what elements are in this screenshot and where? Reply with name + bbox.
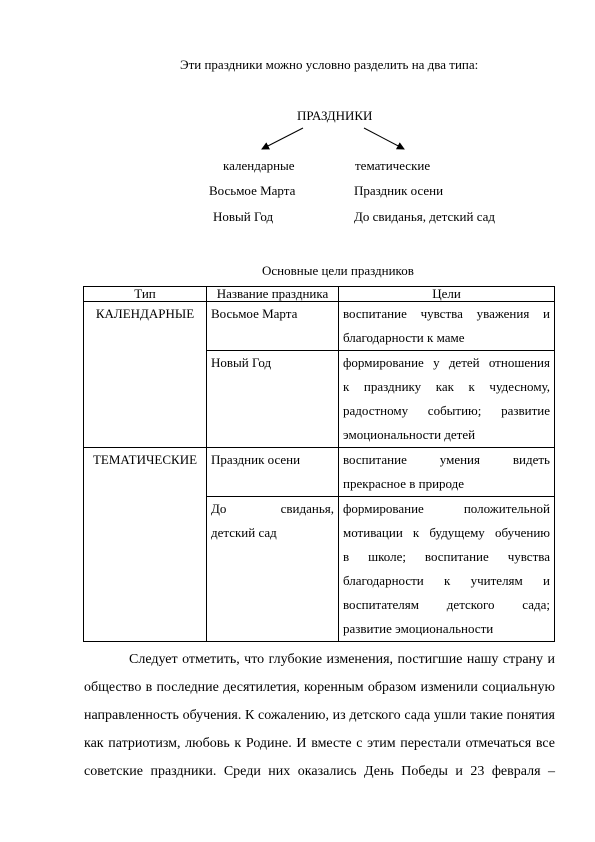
paragraph-line: советские праздники. Среди них оказались День Победы и 23 февраля – (84, 764, 555, 779)
table-row (84, 302, 555, 351)
goal-cell (339, 351, 555, 448)
header-goals: Цели (339, 287, 555, 302)
goal-line: в школе; воспитание чувства (343, 549, 550, 564)
holiday-autumn: Праздник осени (354, 183, 444, 198)
category-calendar: календарные (223, 158, 295, 173)
table-caption: Основные цели праздников (262, 263, 414, 278)
name-cell (207, 302, 339, 351)
goal-line: благодарности к маме (343, 330, 465, 345)
goal-line: эмоциональности детей (343, 427, 476, 442)
goal-cell (339, 497, 555, 642)
goal-line: воспитание чувства уважения и (343, 306, 550, 321)
goal-line: воспитателям детского сада; (343, 597, 550, 612)
goal-line: радостному событию; развитие (343, 403, 550, 418)
header-name: Название праздника (207, 287, 339, 302)
goal-line: воспитание умения видеть (343, 452, 550, 467)
name-cell (207, 448, 339, 497)
goal-line: формирование положительной (343, 501, 550, 516)
scheme-root: ПРАЗДНИКИ (297, 108, 373, 123)
name-line: Новый Год (211, 355, 272, 370)
header-type: Тип (84, 287, 207, 302)
category-thematic: тематические (355, 158, 431, 173)
name-line: Восьмое Марта (211, 306, 298, 321)
holiday-newyear: Новый Год (213, 209, 274, 224)
name-line: Праздник осени (211, 452, 301, 467)
goal-line: развитие эмоциональности (343, 621, 494, 636)
name-cell (207, 497, 339, 642)
goals-table (83, 286, 555, 642)
name-line: детский сад (211, 525, 277, 540)
name-cell (207, 351, 339, 448)
holiday-goodbye-kindergarten: До свиданья, детский сад (354, 209, 496, 224)
table-header-row (84, 287, 555, 302)
table-row (84, 448, 555, 497)
arrow-right (364, 128, 404, 149)
type-cell: ТЕМАТИЧЕСКИЕ (84, 448, 207, 642)
goal-line: прекрасное в природе (343, 476, 465, 491)
paragraph-line: направленность обучения. К сожалению, из детского сада ушли такие понятия (84, 708, 555, 723)
intro-text: Эти праздники можно условно разделить на два типа: (180, 57, 479, 72)
goal-line: к празднику как к чудесному, (343, 379, 550, 394)
paragraph-line: Следует отметить, что глубокие изменения, постигшие нашу страну и (129, 652, 555, 667)
paragraph-line: как патриотизм, любовь к Родине. И вместе с этим перестали отмечаться все (84, 736, 555, 751)
holiday-march8: Восьмое Марта (209, 183, 296, 198)
name-line: До свиданья, (211, 501, 334, 516)
paragraph-line: общество в последние десятилетия, коренным образом изменили социальную (84, 680, 555, 695)
arrow-left (262, 128, 303, 149)
type-cell: КАЛЕНДАРНЫЕ (84, 302, 207, 448)
goal-cell (339, 448, 555, 497)
goal-line: благодарности к учителям и (343, 573, 550, 588)
goal-line: мотивации к будущему обучению (343, 525, 550, 540)
body-paragraph (84, 646, 555, 786)
goal-cell (339, 302, 555, 351)
goal-line: формирование у детей отношения (343, 355, 550, 370)
